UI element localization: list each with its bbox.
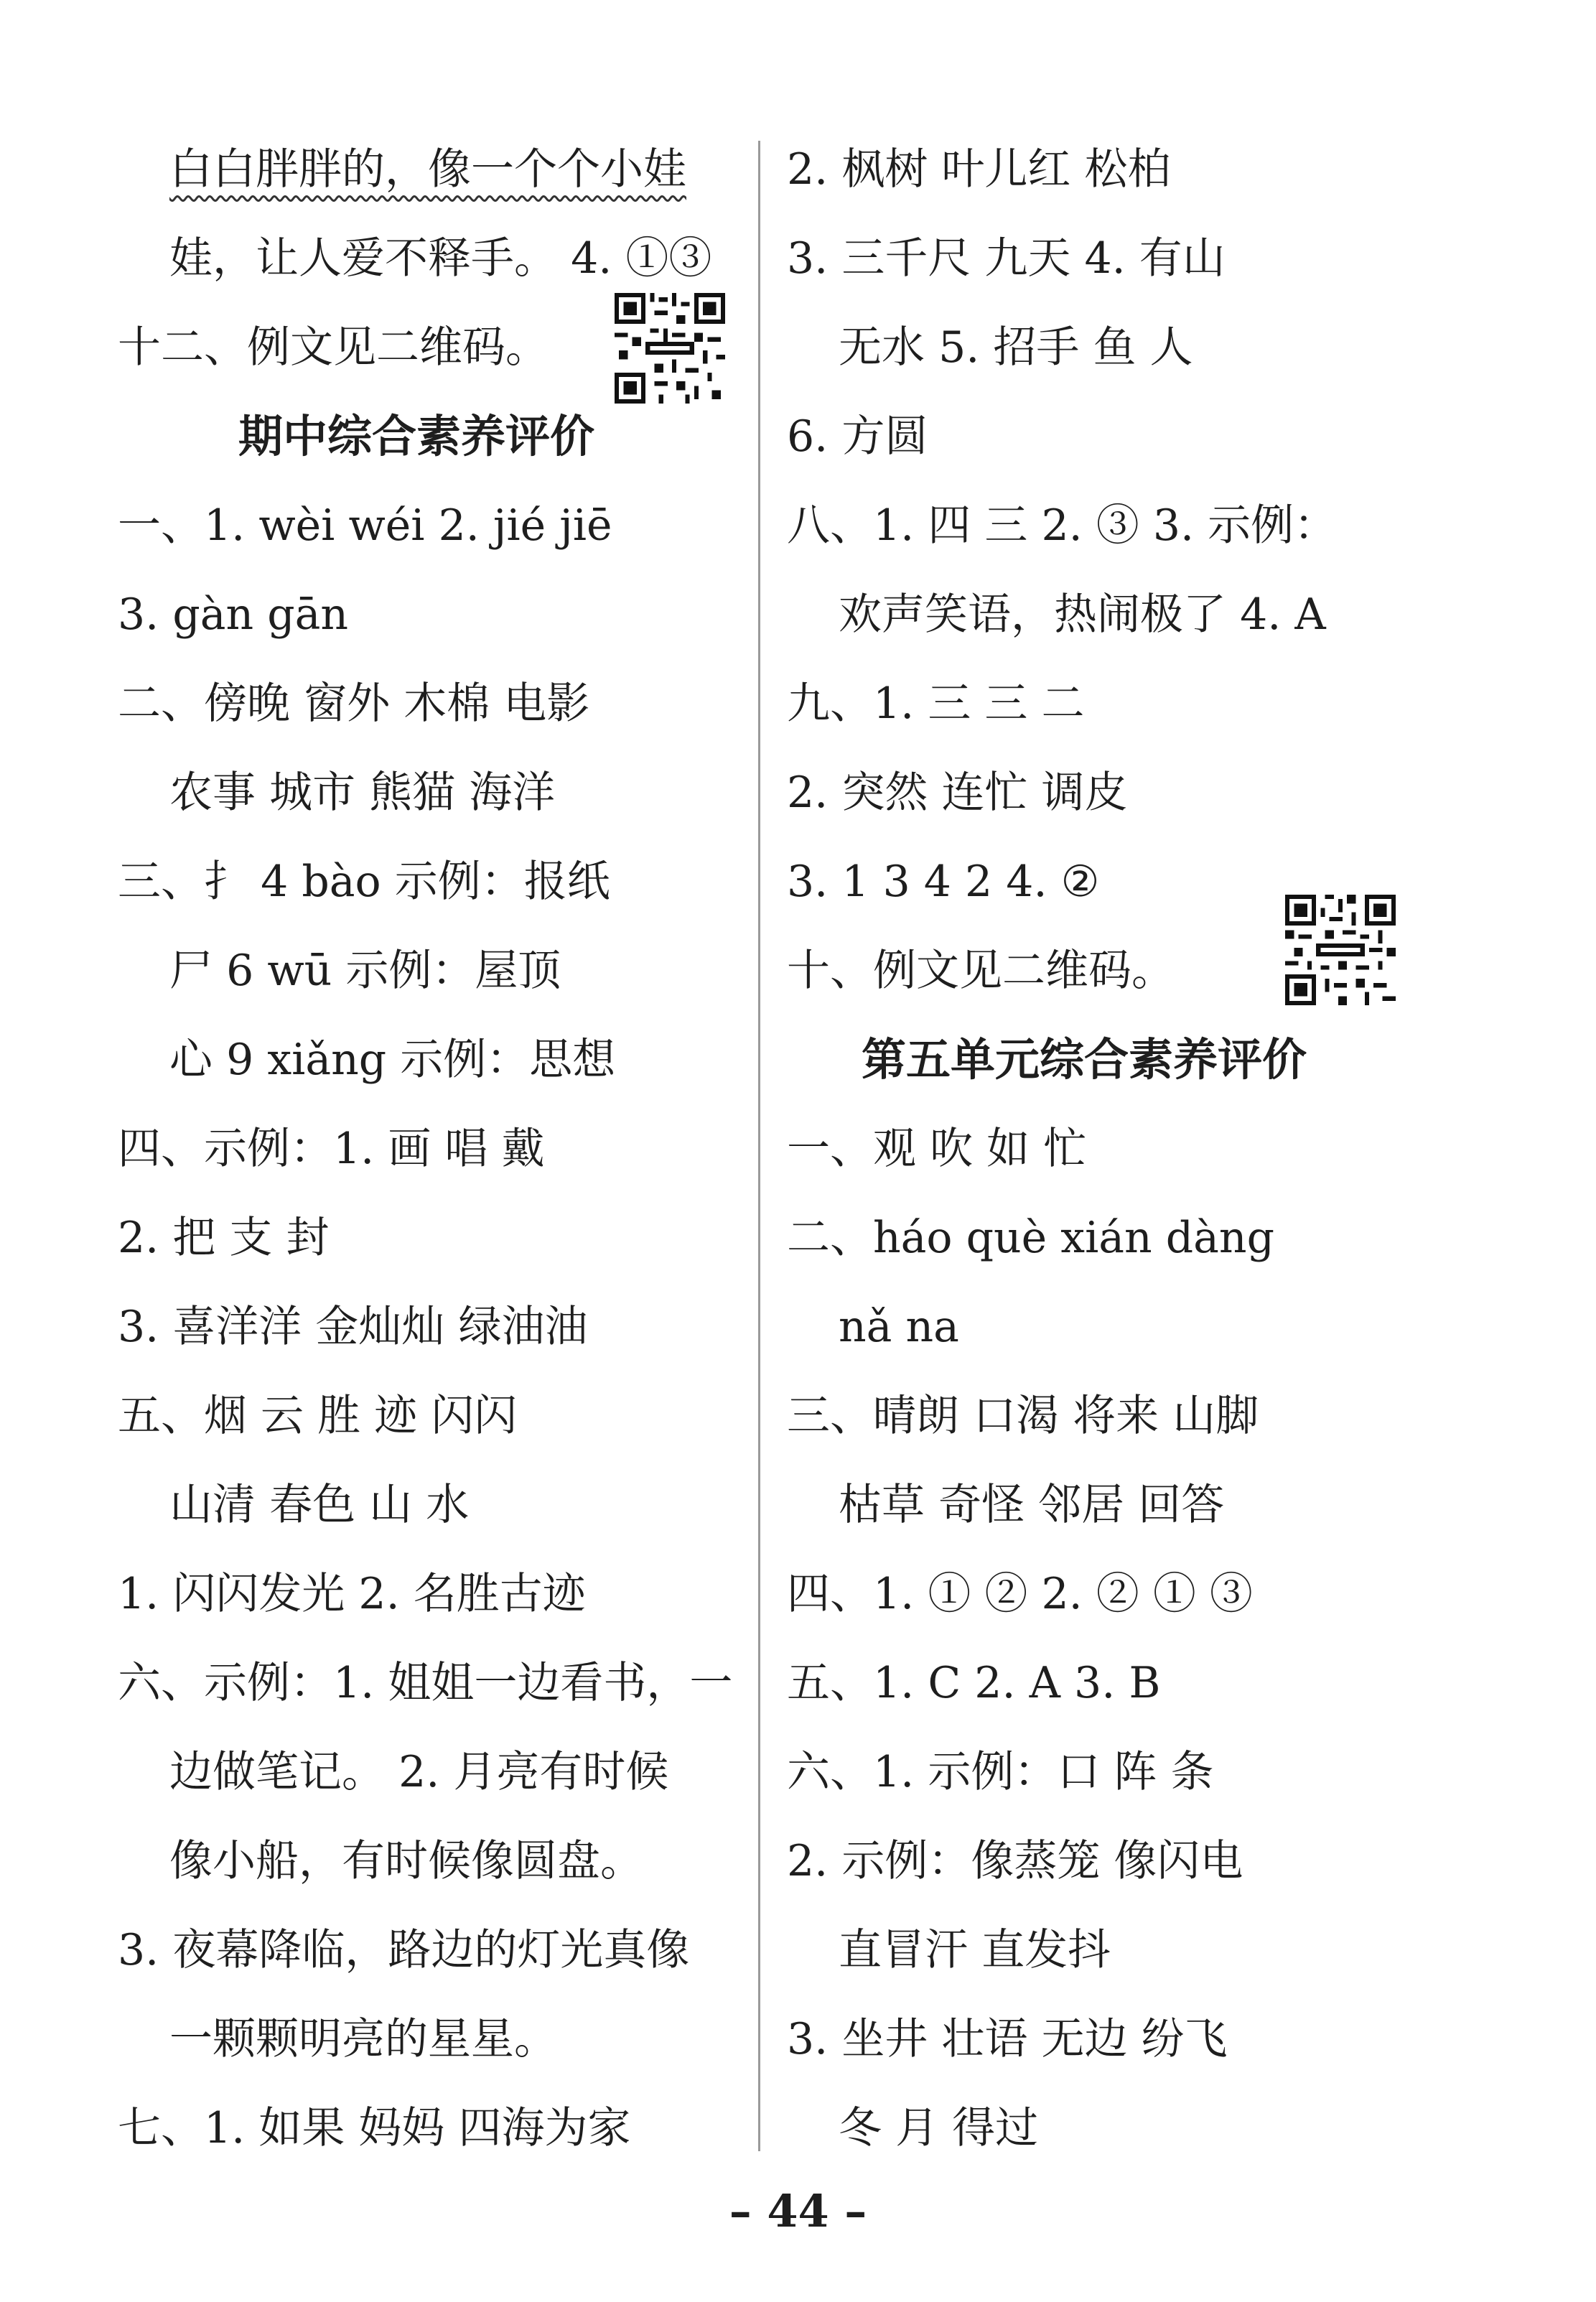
qr-code-icon[interactable]	[615, 293, 725, 404]
answer-line: 2. 示例：像蒸笼 像闪电	[787, 1836, 1243, 1886]
answer-line: 3. 夜幕降临，路边的灯光真像	[118, 1925, 690, 1975]
answer-line: 农事 城市 熊猫 海洋	[169, 768, 556, 818]
answer-line: 二、傍晚 窗外 木棉 电影	[118, 679, 590, 729]
answer-line: 3. 三千尺 九天 4. 有山	[787, 233, 1226, 284]
answer-line: 三、扌 4 bào 示例：报纸	[118, 857, 610, 907]
answer-line: 无水 5. 招手 鱼 人	[839, 322, 1193, 373]
answer-line: 2. 把 支 封	[118, 1213, 330, 1263]
section-heading-midterm: 期中综合素养评价	[238, 410, 595, 462]
answer-line: 6. 方圆	[787, 411, 928, 462]
answer-line: 六、示例：1. 姐姐一边看书，一	[118, 1658, 733, 1708]
answer-line: 十、例文见二维码。	[787, 946, 1175, 996]
answer-line: 像小船，有时候像圆盘。	[169, 1836, 643, 1886]
answer-line: 尸 6 wū 示例：屋顶	[169, 946, 561, 996]
answer-line: 直冒汗 直发抖	[839, 1925, 1111, 1975]
answer-line: 娃，让人爱不释手。 4. ①③	[169, 233, 712, 284]
answer-line: 四、示例：1. 画 唱 戴	[118, 1124, 545, 1174]
answer-line: 五、1. C 2. A 3. B	[787, 1658, 1161, 1708]
answer-line: 八、1. 四 三 2. ③ 3. 示例：	[787, 500, 1338, 551]
answer-line: 五、烟 云 胜 迹 闪闪	[118, 1391, 518, 1441]
answer-line: 二、háo què xián dàng	[787, 1213, 1274, 1263]
page-number: – 44 –	[729, 2185, 867, 2237]
answer-line: 3. 喜洋洋 金灿灿 绿油油	[118, 1302, 588, 1352]
answer-line: 心 9 xiǎng 示例：思想	[169, 1035, 616, 1085]
column-divider	[758, 141, 760, 2151]
answer-line: 冬 月 得过	[839, 2103, 1039, 2153]
answer-line: 三、晴朗 口渴 将来 山脚	[787, 1391, 1259, 1441]
answer-line: 枯草 奇怪 邻居 回答	[839, 1480, 1225, 1530]
answer-line: 欢声笑语，热闹极了 4. A	[839, 590, 1326, 640]
answer-line: 一、观 吹 如 忙	[787, 1124, 1087, 1174]
answer-line: nǎ na	[839, 1302, 959, 1352]
answer-line: 九、1. 三 三 二	[787, 679, 1085, 729]
answer-line: 2. 突然 连忙 调皮	[787, 768, 1128, 818]
answer-line: 六、1. 示例：口 阵 条	[787, 1747, 1214, 1797]
answer-line: 一颗颗明亮的星星。	[169, 2014, 557, 2064]
answer-line: 十二、例文见二维码。	[118, 322, 549, 373]
answer-line: 七、1. 如果 妈妈 四海为家	[118, 2103, 631, 2153]
answer-line: 2. 枫树 叶儿红 松柏	[787, 144, 1171, 195]
answer-line: 一、1. wèi wéi 2. jié jiē	[118, 500, 612, 551]
section-heading-unit5: 第五单元综合素养评价	[862, 1033, 1307, 1086]
answer-line: 1. 闪闪发光 2. 名胜古迹	[118, 1569, 586, 1619]
answer-line: 边做笔记。 2. 月亮有时候	[169, 1747, 669, 1797]
qr-code-icon[interactable]	[1285, 895, 1396, 1005]
answer-line: 3. gàn gān	[118, 590, 349, 640]
answer-line: 白白胖胖的，像一个个小娃	[169, 144, 686, 195]
answer-line: 3. 坐井 壮语 无边 纷飞	[787, 2014, 1228, 2064]
answer-line: 四、1. ① ② 2. ② ① ③	[787, 1569, 1253, 1619]
answer-line: 山清 春色 山 水	[169, 1480, 470, 1530]
answer-line: 3. 1 3 4 2 4. ②	[787, 857, 1100, 907]
